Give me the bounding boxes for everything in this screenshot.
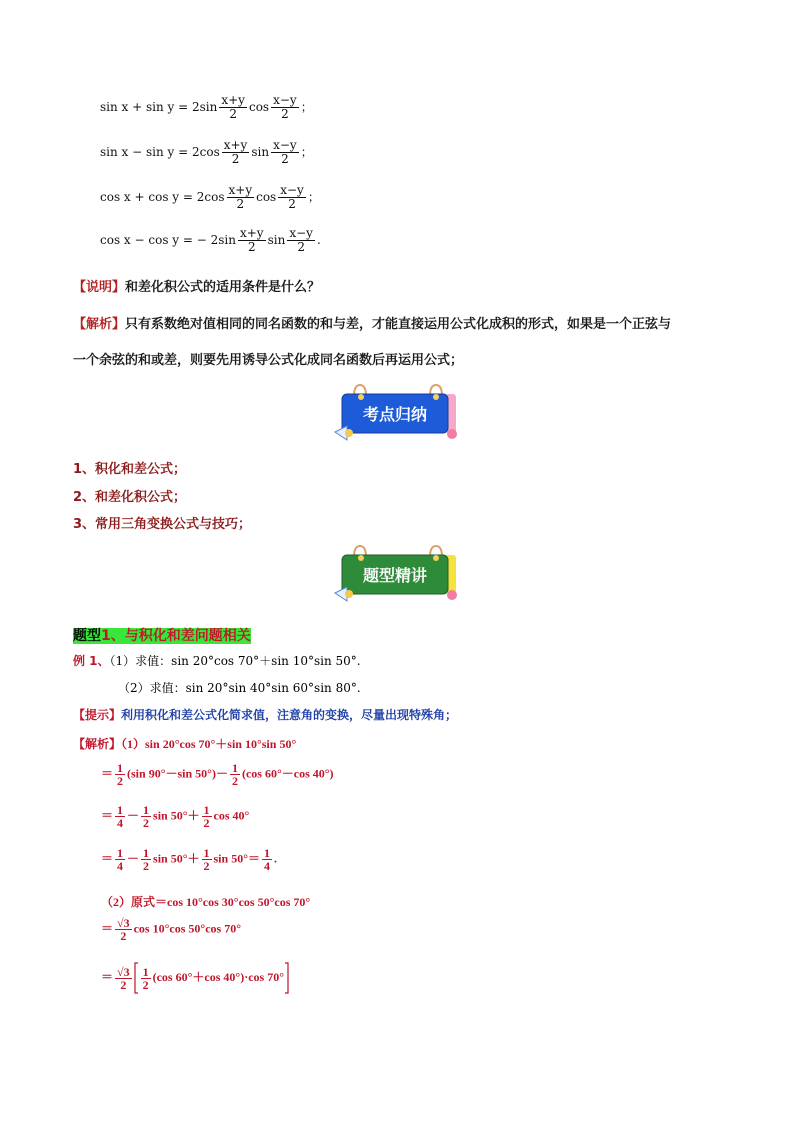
formula-sum-sin: sin x + sin y = 2sin $\frac{x+y}{2}$ cos $\frac{x-y}{2}$ ； [100, 93, 313, 121]
fraction: $\frac{x-y}{2}$ [280, 183, 304, 211]
banner-question-types [332, 543, 462, 605]
summary-item: 1、积化和差公式； [73, 462, 187, 477]
fraction: $\frac{1}{2}$ [117, 761, 124, 788]
fraction: $\frac{1}{4}$ [264, 846, 270, 873]
fraction: $\frac{1}{2}$ [143, 846, 150, 873]
example-question-2: （2）求值：sin 20°sin 40°sin 60°sin 80°. [118, 681, 361, 695]
example-label: 例 1、 [73, 654, 110, 668]
summary-item: 2、和差化积公式； [73, 490, 187, 505]
solution-line-1: 【解析】（1）sin 20°cos 70°＋sin 10°sin 50° [73, 737, 297, 751]
fraction: $\frac{1}{2}$ [203, 846, 210, 873]
solution-tag: 【解析】 [73, 737, 122, 751]
fraction: $\frac{1}{2}$ [203, 803, 210, 830]
hint-tag: 【提示】 [73, 708, 122, 722]
note-paragraph [73, 276, 320, 295]
example-question-1: 例 1、（1）求值：sin 20°cos 70°＋sin 10°sin 50°. [73, 654, 361, 668]
fraction: $\frac{1}{2}$ [143, 803, 150, 830]
formula-diff-sin: sin x − sin y = 2cos $\frac{x+y}{2}$ sin $\frac{x-y}{2}$ ； [100, 138, 313, 166]
topic-text: 1、与积化和差问题相关 [101, 628, 251, 644]
analysis-line-1: 【解析】只有系数绝对值相同的同名函数的和与差，才能直接运用公式化成积的形式，如果是一个正弦与 [73, 317, 672, 332]
formula-lhs: sin x + sin y = 2sin [100, 100, 218, 114]
fraction: $\frac{1}{4}$ [117, 803, 124, 830]
solution-line-2: ＝ $\frac{1}{2}$ (sin 90°－sin 50°)－ $\frac{1}{2}$ (cos 60°－cos 40°) [101, 761, 334, 788]
solution-line-3: ＝ $\frac{1}{4}$ － $\frac{1}{2}$ sin 50°＋ $\frac{1}{2}$ cos 40° [101, 803, 250, 830]
fraction: $\frac{1}{2}$ [231, 761, 238, 788]
fraction: $\frac{x+y}{2}$ [223, 138, 248, 166]
note-tag: 【说明】 [73, 280, 126, 295]
solution-line-4: ＝ $\frac{1}{4}$ － $\frac{1}{2}$ sin 50°＋ $\frac{1}{2}$ sin 50°＝ $\frac{1}{4}$ . [101, 846, 277, 873]
analysis-tag: 【解析】 [73, 317, 126, 332]
fraction: $\frac{x-y}{2}$ [273, 93, 297, 121]
banner-title: 考点归纳 [362, 405, 427, 424]
solution-line-7: ＝ $\frac{√3}{2}$ $\frac{1}{2}$ (cos 60°＋cos 40°)·cos 70° [101, 962, 289, 994]
banner-title: 题型精讲 [362, 566, 427, 585]
fraction: $\frac{√3}{2}$ [117, 964, 130, 992]
fraction: $\frac{x-y}{2}$ [289, 226, 313, 254]
formula-sum-cos: cos x + cos y = 2cos $\frac{x+y}{2}$ cos $\frac{x-y}{2}$ ； [100, 183, 320, 211]
fraction: $\frac{1}{2}$ [142, 964, 149, 992]
formula-diff-cos: cos x − cos y = − 2sin $\frac{x+y}{2}$ sin $\frac{x-y}{2}$ . [100, 226, 321, 254]
solution-line-6: ＝ $\frac{√3}{2}$ cos 10°cos 50°cos 70° [101, 916, 241, 943]
topic-heading [73, 625, 251, 645]
fraction: $\frac{√3}{2}$ [117, 916, 130, 943]
analysis-line-2: 一个余弦的和或差，则要先用诱导公式化成同名函数后再运用公式； [73, 353, 464, 368]
fraction: $\frac{x+y}{2}$ [221, 93, 245, 121]
fraction: $\frac{x+y}{2}$ [228, 183, 253, 211]
topic-label: 题型 [73, 628, 101, 644]
fraction: $\frac{x-y}{2}$ [273, 138, 297, 166]
hint-paragraph [73, 706, 457, 723]
note-text: 和差化积公式的适用条件是什么？ [125, 280, 321, 295]
fraction: $\frac{1}{4}$ [117, 846, 124, 873]
banner-key-points [332, 382, 462, 444]
solution-line-5: （2）原式＝cos 10°cos 30°cos 50°cos 70° [101, 895, 311, 909]
fraction: $\frac{x+y}{2}$ [239, 226, 264, 254]
summary-item: 3、常用三角变换公式与技巧； [73, 517, 252, 532]
left-bracket [134, 962, 139, 994]
right-bracket [284, 962, 289, 994]
hint-text: 利用积化和差公式化简求值，注意角的变换，尽量出现特殊角； [121, 708, 458, 722]
